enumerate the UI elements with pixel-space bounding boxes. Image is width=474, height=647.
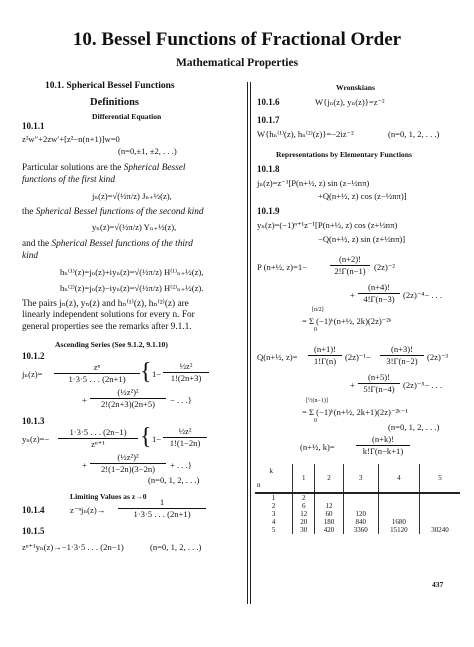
eq-10-1-7-expr: W{hₙ⁽¹⁾(z), hₙ⁽²⁾(z)}=−2iz⁻² (257, 129, 354, 139)
eq-spherical-h2: hₙ⁽²⁾(z)=jₙ(z)−iyₙ(z)=√(½π/z) H⁽²⁾ₙ₊½(z). (60, 283, 204, 293)
binom-def-den: k!Γ(n−k+1) (362, 446, 404, 456)
Q-def-f1-num: (n+1)! (313, 344, 337, 354)
coefficient-table (255, 464, 460, 534)
table-cell (420, 493, 460, 502)
table-cell: 180 (315, 518, 343, 526)
eq-spherical-j: jₙ(z)=√(½π/z) Jₙ₊½(z), (92, 191, 172, 201)
eq-10-1-2-number: 10.1.2 (22, 351, 45, 361)
eq-10-1-3-b2-prefix: + (82, 460, 87, 470)
eq-spherical-y: yₙ(z)=√(½π/z) Yₙ₊½(z), (92, 222, 177, 232)
para-first-kind-line2: functions of the first kind (22, 175, 115, 185)
para-third-kind-line1: and the Spherical Bessel functions of the third (22, 239, 193, 249)
table-row (255, 526, 460, 534)
table-cell: 12 (315, 502, 343, 510)
col-header: 1 (293, 464, 315, 493)
eq-10-1-2-b1-num: ½z² (179, 361, 193, 371)
elementary-functions-label: Representations by Elementary Functions (276, 150, 412, 159)
eq-10-1-5-line: zⁿ⁺¹yₙ(z)→−1·3·5 . . . (2n−1) (22, 542, 124, 552)
Q-def-sum-lower: 0 (314, 418, 317, 424)
section-title: Mathematical Properties (175, 57, 299, 69)
P-def-sum-lower: 0 (314, 327, 317, 333)
table-cell (420, 510, 460, 518)
table-cell: 60 (315, 510, 343, 518)
eq-10-1-9-line1: yₙ(z)=(−1)ⁿ⁺¹z⁻¹[P(n+½, z) cos (z+½nπ) (257, 220, 398, 230)
P-def-f2-num: (n+4)! (367, 282, 391, 292)
eq-10-1-4-frac-num: 1 (159, 497, 165, 507)
definitions-heading: Definitions (90, 97, 140, 108)
Q-def-f1-tail: (2z)⁻¹− (345, 352, 371, 362)
table-cell: 20 (293, 518, 315, 526)
P-def-lhs: P (n+½, z)=1− (257, 262, 308, 272)
page-number: 437 (432, 580, 444, 589)
para-pairs-line1: The pairs jₙ(z), yₙ(z) and hₙ⁽¹⁾(z), hₙ⁽²⁾(z) are (22, 299, 189, 309)
Q-def-f3-pre: + (350, 380, 355, 390)
table-cell: 30240 (420, 526, 460, 534)
eq-10-1-2-b2-num: (½z²)² (117, 387, 139, 397)
Q-def-sum-line: = Σ (−1)ᵏ(n+½, 2k+1)(2z)⁻²ᵏ⁻¹ (302, 407, 408, 417)
eq-10-1-8-line2: +Q(n+½, z) cos (z−½nπ)] (318, 191, 407, 201)
eq-10-1-7-cond: (n=0, 1, 2, . . .) (388, 129, 440, 139)
eq-10-1-4-number: 10.1.4 (22, 505, 45, 515)
eq-10-1-4-frac-den: 1·3·5 . . . (2n+1) (133, 509, 191, 519)
eq-10-1-3-b2-den: 2!(1−2n)(3−2n) (100, 464, 156, 474)
eq-10-1-6-number: 10.1.6 (257, 97, 280, 107)
row-label: 5 (271, 526, 276, 534)
column-divider-left (247, 82, 248, 604)
eq-10-1-8-number: 10.1.8 (257, 164, 280, 174)
table-cell (378, 502, 419, 510)
P-def-f2-den: 4!Γ(n−3) (363, 294, 395, 304)
eq-10-1-2-b1-den: 1!(2n+3) (170, 373, 202, 383)
table-cell: 420 (315, 526, 343, 534)
Q-def-f2-num: (n+3)! (390, 344, 414, 354)
table-cell: 120 (343, 510, 378, 518)
eq-10-1-7-number: 10.1.7 (257, 115, 280, 125)
eq-10-1-6-expr: W{jₙ(z), yₙ(z)}=z⁻² (315, 97, 385, 107)
Q-def-f3-num: (n+5)! (367, 372, 391, 382)
eq-10-1-1-line1: z²w″+2zw′+[z²−n(n+1)]w=0 (22, 134, 120, 144)
eq-10-1-3-b1-den: 1!(1−2n) (169, 438, 201, 448)
table-row (255, 493, 460, 502)
table-row (255, 502, 460, 510)
coefficient-table-header-row (255, 464, 460, 493)
eq-10-1-1-line2: (n=0,±1, ±2, . . .) (118, 146, 177, 156)
eq-10-1-1-number: 10.1.1 (22, 121, 45, 131)
diffeq-label: Differential Equation (92, 112, 162, 121)
table-cell: 1680 (378, 518, 419, 526)
table-cell (378, 493, 419, 502)
P-def-f1-num: (n+2)! (338, 254, 362, 264)
eq-10-1-2-brace: { (140, 359, 152, 385)
eq-10-1-5-number: 10.1.5 (22, 526, 45, 536)
Q-def-f2-den: 3!Γ(n−2) (386, 356, 418, 366)
row-label: 3 (271, 510, 276, 518)
coefficient-table-corner (255, 464, 293, 493)
P-def-f2-pre: + (350, 290, 355, 300)
row-label: 2 (271, 502, 276, 510)
eq-10-1-3-frac-den: zⁿ⁺¹ (91, 439, 105, 449)
table-cell (420, 502, 460, 510)
eq-10-1-3-cond: (n=0, 1, 2, . . .) (148, 475, 200, 485)
table-cell: 2 (293, 493, 315, 502)
eq-10-1-3-b1-prefix: 1− (152, 434, 162, 444)
para-third-kind-line2: kind (22, 251, 39, 261)
eq-10-1-3-frac-num: 1·3·5 . . . (2n−1) (69, 427, 127, 437)
col-header-k: k (269, 467, 273, 475)
table-cell: 3360 (343, 526, 378, 534)
limiting-values-label: Limiting Values as z→0 (70, 492, 147, 501)
eq-10-1-3-lhs: yₙ(z)=− (22, 434, 50, 444)
table-cell: 30 (293, 526, 315, 534)
table-cell: 15120 (378, 526, 419, 534)
eq-10-1-4-lhs: z⁻ⁿjₙ(z)→ (70, 505, 106, 515)
eq-10-1-2-frac-den: 1·3·5 . . . (2n+1) (68, 374, 126, 384)
eq-10-1-3-number: 10.1.3 (22, 416, 45, 426)
table-cell (378, 510, 419, 518)
col-header: 4 (378, 464, 419, 493)
ascending-series-label: Ascending Series (See 9.1.2, 9.1.10) (55, 340, 168, 349)
table-cell (343, 502, 378, 510)
table-cell (420, 518, 460, 526)
eq-10-1-8-line1: jₙ(z)=z⁻¹[P(n+½, z) sin (z−½nπ) (257, 178, 370, 188)
eq-10-1-9-line2: −Q(n+½, z) sin (z+½nπ)] (318, 234, 406, 244)
chapter-title: 10. Bessel Functions of Fractional Order (72, 29, 402, 50)
col-header: 3 (343, 464, 378, 493)
row-header-n: n (257, 481, 261, 489)
eq-10-1-3-brace: { (140, 424, 152, 450)
P-def-f1-tail: (2z)⁻² (374, 262, 395, 272)
P-def-sum-upper: [n/2] (312, 307, 324, 313)
table-cell: 6 (293, 502, 315, 510)
eq-10-1-2-lhs: jₙ(z)= (22, 369, 43, 379)
Q-def-f1-den: 1!Γ(n) (313, 356, 337, 366)
Q-def-sum-upper: [½(n−1)] (306, 398, 328, 404)
col-header: 5 (420, 464, 460, 493)
eq-10-1-2-b2-prefix: + (82, 395, 87, 405)
table-cell (343, 493, 378, 502)
eq-10-1-2-frac-num: zⁿ (93, 362, 101, 372)
eq-10-1-3-b1-num: ½z² (178, 426, 192, 436)
Q-def-f3-tail: (2z)⁻⁵− . . . (403, 380, 443, 390)
spherical-bessel-heading: 10.1. Spherical Bessel Functions (45, 81, 175, 91)
para-pairs-line2: linearly independent solutions for every n. For (22, 310, 195, 320)
row-label: 1 (271, 494, 276, 502)
P-def-f1-den: 2!Γ(n−1) (334, 266, 366, 276)
eq-10-1-9-number: 10.1.9 (257, 206, 280, 216)
eq-10-1-2-b1-prefix: 1− (152, 369, 162, 379)
para-pairs-line3: general properties see the remarks after 9.1.1. (22, 322, 192, 332)
eq-10-1-5-cond: (n=0, 1, 2, . . .) (150, 542, 202, 552)
Q-def-f2-tail: (2z)⁻³ (427, 352, 448, 362)
table-cell: 12 (293, 510, 315, 518)
P-def-f2-tail: (2z)⁻⁴− . . . (403, 290, 443, 300)
binom-def-lhs: (n+½, k)= (300, 442, 335, 452)
P-def-sum-line: = Σ (−1)ᵏ(n+½, 2k)(2z)⁻²ᵏ (302, 316, 392, 326)
Q-def-cond: (n=0, 1, 2, . . .) (388, 422, 440, 432)
eq-10-1-3-b2-suffix: + . . .} (170, 460, 192, 470)
row-label: 4 (271, 518, 276, 526)
para-first-kind-line1: Particular solutions are the Spherical Bessel (22, 163, 186, 173)
table-cell: 840 (343, 518, 378, 526)
table-row (255, 510, 460, 518)
table-cell (315, 493, 343, 502)
column-divider-right (250, 82, 251, 604)
binom-def-num: (n+k)! (371, 434, 395, 444)
table-row (255, 518, 460, 526)
eq-10-1-2-b2-suffix: − . . .} (170, 395, 192, 405)
para-second-kind: the Spherical Bessel functions of the second kind (22, 207, 204, 217)
Q-def-lhs: Q(n+½, z)= (257, 352, 298, 362)
eq-10-1-3-b2-num: (½z²)² (117, 452, 139, 462)
eq-10-1-2-b2-den: 2!(2n+3)(2n+5) (100, 399, 156, 409)
wronskians-label: Wronskians (336, 83, 375, 92)
eq-spherical-h1: hₙ⁽¹⁾(z)=jₙ(z)+iyₙ(z)=√(½π/z) H⁽¹⁾ₙ₊½(z), (60, 267, 204, 277)
Q-def-f3-den: 5!Γ(n−4) (363, 384, 395, 394)
col-header: 2 (315, 464, 343, 493)
